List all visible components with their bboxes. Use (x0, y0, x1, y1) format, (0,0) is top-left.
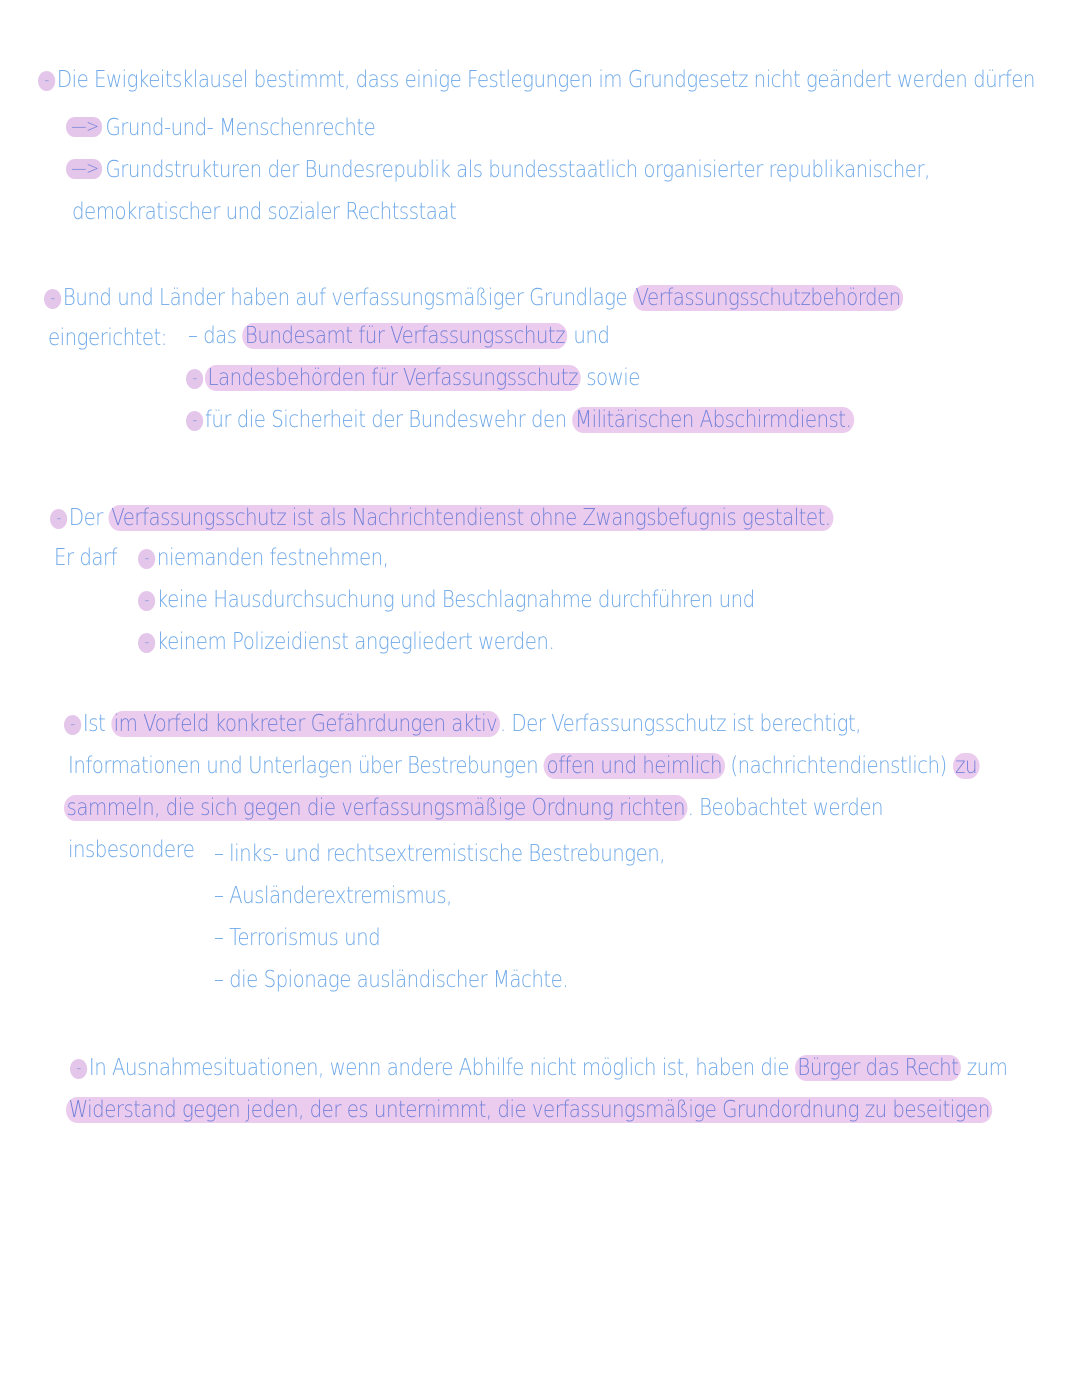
section4-label: insbesondere (68, 837, 195, 863)
highlight: Bundesamt für Verfassungsschutz (242, 323, 567, 349)
section5-line2 (66, 1094, 992, 1126)
bullet-icon: - (64, 715, 81, 735)
section3-item-2: - keine Hausdurchsuchung und Beschlagnahme durchführen und (138, 584, 755, 616)
bullet-icon: - (38, 71, 55, 91)
section2-line1: - Bund und Länder haben auf verfassungsmäßiger Grundlage Verfassungsschutzbehörden (44, 282, 903, 314)
section3-line1: - Der Verfassungsschutz ist als Nachrichtendienst ohne Zwangsbefugnis gestaltet. (50, 502, 833, 534)
section5-line1: - In Ausnahmesituationen, wenn andere Abhilfe nicht möglich ist, haben die Bürger das Recht zum (70, 1052, 1007, 1084)
bullet-icon: - (138, 549, 155, 569)
section2-item-2: - Landesbehörden für Verfassungsschutz sowie (186, 362, 640, 394)
highlight: Verfassungsschutz ist als Nachrichtendienst ohne Zwangsbefugnis gestaltet. (109, 505, 833, 531)
highlight: Bürger das Recht (795, 1055, 961, 1081)
bullet-icon: - (70, 1059, 87, 1079)
highlight: Widerstand gegen jeden, der es unternimmt, die verfassungsmäßige Grundordnung zu beseitigen (66, 1097, 992, 1123)
section4-item-3: – Terrorismus und (214, 925, 381, 951)
highlight: sammeln, die sich gegen die verfassungsmäßige Ordnung richten (64, 795, 688, 821)
section3-item-3: - keinem Polizeidienst angegliedert werden. (138, 626, 554, 658)
bullet-icon: - (44, 289, 61, 309)
bullet-icon: - (186, 411, 203, 431)
section1-arrow-item-2: —> Grundstrukturen der Bundesrepublik als bundesstaatlich organisierter republikanischer, (66, 154, 930, 186)
highlight: Verfassungsschutzbehörden (633, 285, 903, 311)
highlight: Militärischen Abschirmdienst. (572, 407, 853, 433)
highlight: im Vorfeld konkreter Gefährdungen aktiv (111, 711, 500, 737)
section4-item-4: – die Spionage ausländischer Mächte. (214, 967, 569, 993)
bullet-icon: - (138, 633, 155, 653)
section4-line3: sammeln, die sich gegen die verfassungsmäßige Ordnung richten . Beobachtet werden (64, 792, 883, 824)
section1-arrow-item-2-cont: demokratischer und sozialer Rechtsstaat (72, 199, 457, 225)
highlight: offen und heimlich (544, 753, 725, 779)
bullet-icon: - (138, 591, 155, 611)
section1-line1: - Die Ewigkeitsklausel bestimmt, dass einige Festlegungen im Grundgesetz nicht geändert werden dürfen (38, 64, 1035, 96)
highlight: zu (953, 753, 980, 779)
highlight: Landesbehörden für Verfassungsschutz (205, 365, 581, 391)
section2-item-3: - für die Sicherheit der Bundeswehr den Militärischen Abschirmdienst. (186, 404, 854, 436)
section3-item-1: - niemanden festnehmen, (138, 542, 388, 574)
section3-label: Er darf (54, 545, 118, 571)
section4-line2: Informationen und Unterlagen über Bestrebungen offen und heimlich (nachrichtendienstlich) zu (68, 750, 980, 782)
bullet-icon: - (50, 509, 67, 529)
arrow-icon: —> (66, 117, 102, 137)
section4-line1: - Ist im Vorfeld konkreter Gefährdungen aktiv . Der Verfassungsschutz ist berechtigt, (64, 708, 861, 740)
bullet-icon: - (186, 369, 203, 389)
section1-arrow-item-1: —> Grund-und- Menschenrechte (66, 112, 375, 144)
section2-label: eingerichtet: (48, 325, 167, 351)
arrow-icon: —> (66, 159, 102, 179)
section2-item-1: – das Bundesamt für Verfassungsschutz und (188, 323, 610, 349)
section4-item-2: – Ausländerextremismus, (214, 883, 452, 909)
section4-item-1: – links- und rechtsextremistische Bestrebungen, (214, 841, 666, 867)
